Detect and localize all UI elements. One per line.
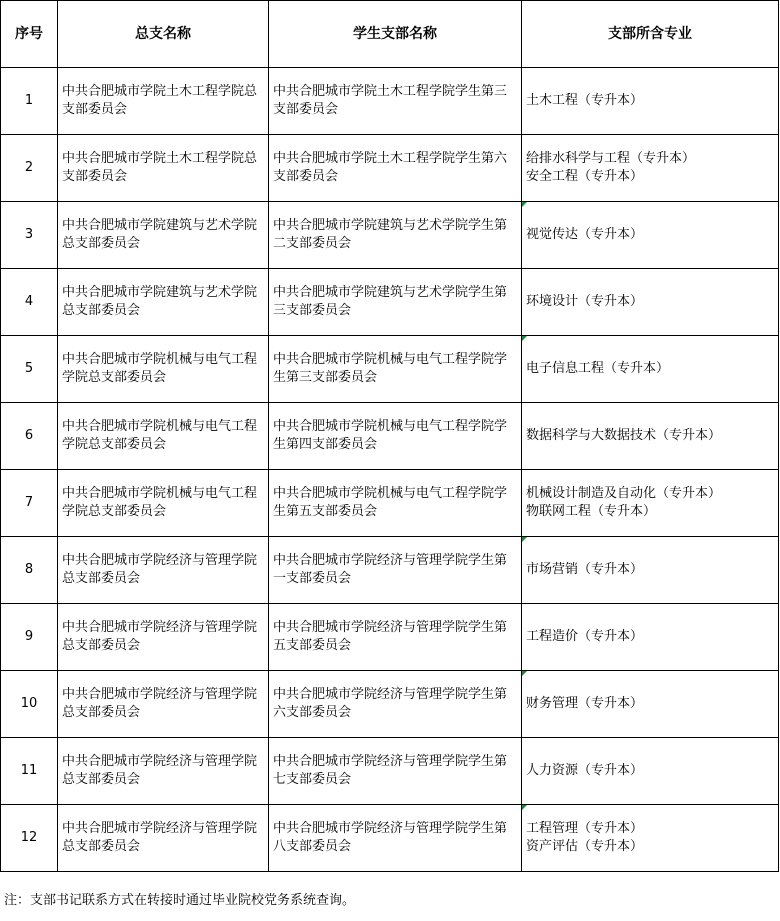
cell-student-branch: 中共合肥城市学院经济与管理学院学生第七支部委员会 bbox=[269, 738, 522, 805]
major-item: 环境设计（专升本） bbox=[526, 294, 644, 309]
cell-seq: 7 bbox=[1, 470, 58, 537]
cell-seq: 9 bbox=[1, 604, 58, 671]
cell-general-branch: 中共合肥城市学院经济与管理学院总支部委员会 bbox=[58, 805, 269, 872]
cell-comment-marker bbox=[522, 202, 527, 207]
cell-seq: 1 bbox=[1, 68, 58, 135]
cell-general-branch: 中共合肥城市学院机械与电气工程学院总支部委员会 bbox=[58, 336, 269, 403]
cell-majors bbox=[522, 738, 779, 805]
cell-general-branch: 中共合肥城市学院经济与管理学院总支部委员会 bbox=[58, 738, 269, 805]
table-row bbox=[1, 269, 779, 336]
cell-majors bbox=[522, 671, 779, 738]
table-row bbox=[1, 336, 779, 403]
table-row bbox=[1, 68, 779, 135]
header-student-branch: 学生支部名称 bbox=[269, 1, 522, 68]
cell-seq: 10 bbox=[1, 671, 58, 738]
cell-seq: 3 bbox=[1, 202, 58, 269]
cell-comment-marker bbox=[522, 537, 527, 542]
table-row bbox=[1, 738, 779, 805]
cell-general-branch: 中共合肥城市学院机械与电气工程学院总支部委员会 bbox=[58, 403, 269, 470]
major-item: 数据科学与大数据技术（专升本） bbox=[526, 428, 722, 443]
cell-student-branch: 中共合肥城市学院经济与管理学院学生第一支部委员会 bbox=[269, 537, 522, 604]
cell-seq: 8 bbox=[1, 537, 58, 604]
major-item: 人力资源（专升本） bbox=[526, 763, 644, 778]
cell-majors bbox=[522, 68, 779, 135]
major-item: 物联网工程（专升本） bbox=[526, 504, 657, 519]
cell-seq: 4 bbox=[1, 269, 58, 336]
major-item: 电子信息工程（专升本） bbox=[526, 361, 670, 376]
cell-majors bbox=[522, 805, 779, 872]
cell-general-branch: 中共合肥城市学院机械与电气工程学院总支部委员会 bbox=[58, 470, 269, 537]
table-row bbox=[1, 202, 779, 269]
cell-majors bbox=[522, 135, 779, 202]
table-row bbox=[1, 403, 779, 470]
header-general-branch: 总支名称 bbox=[58, 1, 269, 68]
cell-comment-marker bbox=[522, 336, 527, 341]
cell-majors bbox=[522, 604, 779, 671]
cell-general-branch: 中共合肥城市学院建筑与艺术学院总支部委员会 bbox=[58, 269, 269, 336]
major-item: 机械设计制造及自动化（专升本） bbox=[526, 486, 722, 501]
cell-comment-marker bbox=[522, 805, 527, 810]
cell-student-branch: 中共合肥城市学院土木工程学院学生第三支部委员会 bbox=[269, 68, 522, 135]
major-item: 给排水科学与工程（专升本） bbox=[526, 151, 696, 166]
cell-seq: 6 bbox=[1, 403, 58, 470]
header-seq: 序号 bbox=[1, 1, 58, 68]
cell-student-branch: 中共合肥城市学院建筑与艺术学院学生第二支部委员会 bbox=[269, 202, 522, 269]
cell-seq: 2 bbox=[1, 135, 58, 202]
cell-student-branch: 中共合肥城市学院经济与管理学院学生第八支部委员会 bbox=[269, 805, 522, 872]
major-item: 市场营销（专升本） bbox=[526, 562, 644, 577]
cell-student-branch: 中共合肥城市学院机械与电气工程学院学生第三支部委员会 bbox=[269, 336, 522, 403]
major-item: 视觉传达（专升本） bbox=[526, 227, 644, 242]
major-item: 工程管理（专升本） bbox=[526, 821, 644, 836]
cell-student-branch: 中共合肥城市学院机械与电气工程学院学生第四支部委员会 bbox=[269, 403, 522, 470]
header-majors: 支部所含专业 bbox=[522, 1, 779, 68]
cell-student-branch: 中共合肥城市学院土木工程学院学生第六支部委员会 bbox=[269, 135, 522, 202]
cell-student-branch: 中共合肥城市学院机械与电气工程学院学生第五支部委员会 bbox=[269, 470, 522, 537]
cell-majors bbox=[522, 269, 779, 336]
major-item: 安全工程（专升本） bbox=[526, 169, 644, 184]
cell-majors bbox=[522, 470, 779, 537]
table-row bbox=[1, 805, 779, 872]
major-item: 工程造价（专升本） bbox=[526, 629, 644, 644]
header-row bbox=[1, 1, 779, 68]
major-item: 土木工程（专升本） bbox=[526, 93, 644, 108]
cell-general-branch: 中共合肥城市学院经济与管理学院总支部委员会 bbox=[58, 604, 269, 671]
cell-student-branch: 中共合肥城市学院建筑与艺术学院学生第三支部委员会 bbox=[269, 269, 522, 336]
cell-general-branch: 中共合肥城市学院土木工程学院总支部委员会 bbox=[58, 135, 269, 202]
cell-student-branch: 中共合肥城市学院经济与管理学院学生第六支部委员会 bbox=[269, 671, 522, 738]
cell-seq: 11 bbox=[1, 738, 58, 805]
cell-general-branch: 中共合肥城市学院土木工程学院总支部委员会 bbox=[58, 68, 269, 135]
cell-general-branch: 中共合肥城市学院经济与管理学院总支部委员会 bbox=[58, 537, 269, 604]
table-row bbox=[1, 470, 779, 537]
cell-majors bbox=[522, 202, 779, 269]
major-item: 财务管理（专升本） bbox=[526, 696, 644, 711]
table-row bbox=[1, 537, 779, 604]
major-item: 资产评估（专升本） bbox=[526, 839, 644, 854]
cell-majors bbox=[522, 537, 779, 604]
footnote: 注：支部书记联系方式在转接时通过毕业院校党务系统查询。 bbox=[4, 893, 356, 908]
cell-seq: 12 bbox=[1, 805, 58, 872]
cell-general-branch: 中共合肥城市学院经济与管理学院总支部委员会 bbox=[58, 671, 269, 738]
table-row bbox=[1, 671, 779, 738]
cell-majors bbox=[522, 403, 779, 470]
cell-majors bbox=[522, 336, 779, 403]
cell-comment-marker bbox=[522, 671, 527, 676]
table-row bbox=[1, 604, 779, 671]
cell-student-branch: 中共合肥城市学院经济与管理学院学生第五支部委员会 bbox=[269, 604, 522, 671]
cell-seq: 5 bbox=[1, 336, 58, 403]
table-row bbox=[1, 135, 779, 202]
cell-general-branch: 中共合肥城市学院建筑与艺术学院总支部委员会 bbox=[58, 202, 269, 269]
